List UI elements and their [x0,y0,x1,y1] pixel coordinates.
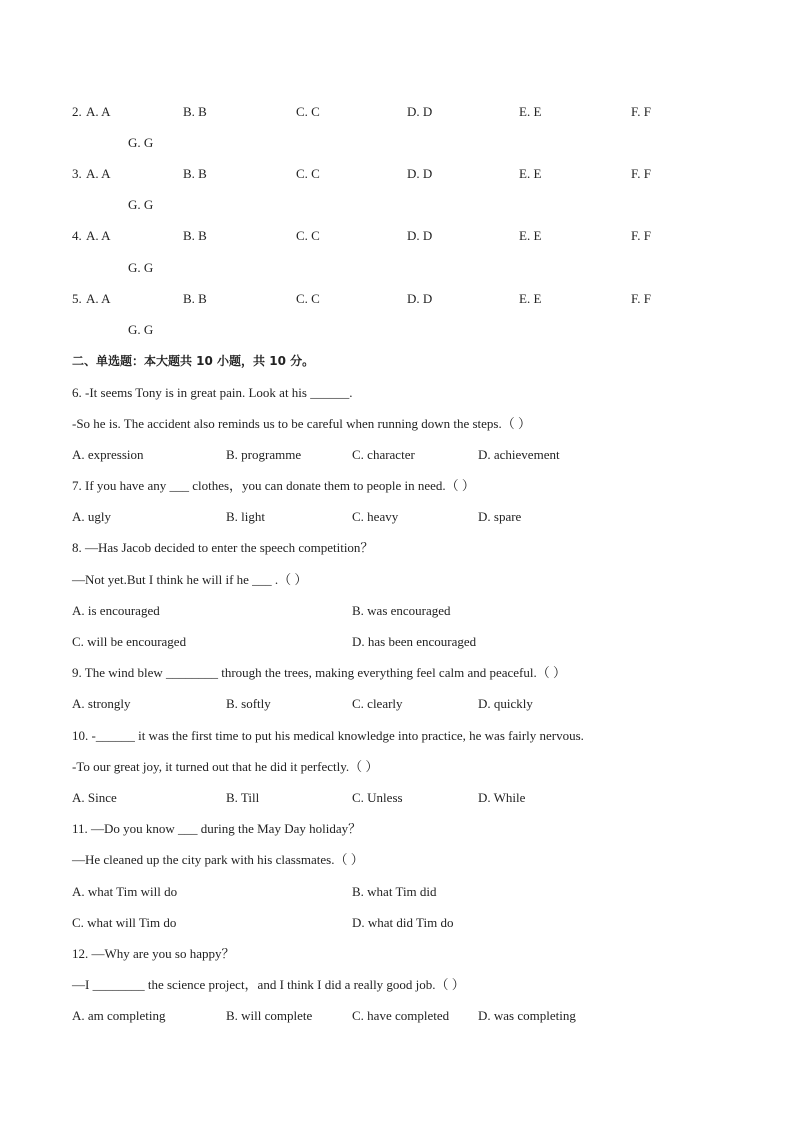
option-b: B. programme [226,447,302,462]
option-e: E. E [519,104,542,119]
option-a: A. am completing [72,1008,166,1023]
section-heading: 二、单选题：本大题共 10 小题，共 10 分。 [72,354,315,368]
question-text: -So he is. The accident also reminds us to be careful when running down the steps.（ ） [72,416,531,431]
question-text: —Not yet.But I think he will if he ___ .（ ） [72,572,308,587]
option-g: G. G [128,135,154,150]
option-d: D. achievement [478,447,560,462]
option-f: F. F [631,166,651,181]
option-b: B. light [226,509,266,524]
option-a: A. is encouraged [72,603,160,618]
question-text: 12. —Why are you so happy？ [72,946,235,961]
option-e: E. E [519,228,542,243]
option-c: C. heavy [352,509,399,524]
option-c: C. C [296,291,320,306]
option-g: G. G [128,322,154,337]
option-b: B. B [183,228,207,243]
option-c: C. C [296,166,320,181]
option-d: D. D [407,228,433,243]
option-b: B. what Tim did [352,884,437,899]
option-a: A. Since [72,790,117,805]
option-g: G. G [128,197,154,212]
option-c: C. character [352,447,415,462]
option-c: C. what will Tim do [72,915,177,930]
option-a: A. A [86,228,111,243]
option-c: C. C [296,104,320,119]
option-d: D. D [407,104,433,119]
option-b: B. Till [226,790,260,805]
option-g: G. G [128,260,154,275]
option-f: F. F [631,291,651,306]
option-d: D. D [407,291,433,306]
option-b: B. B [183,291,207,306]
option-a: A. A [86,104,111,119]
option-d: D. was completing [478,1008,576,1023]
option-c: C. have completed [352,1008,450,1023]
option-d: D. quickly [478,696,533,711]
option-e: E. E [519,291,542,306]
option-d: D. has been encouraged [352,634,477,649]
question-text: 11. —Do you know ___ during the May Day holiday？ [72,821,362,836]
question-number: 3. [72,166,82,181]
option-b: B. B [183,166,207,181]
option-a: A. A [86,291,111,306]
option-c: C. will be encouraged [72,634,187,649]
option-d: D. D [407,166,433,181]
question-number: 2. [72,104,82,119]
question-text: —He cleaned up the city park with his classmates.（ ） [72,852,364,867]
option-d: D. what did Tim do [352,915,454,930]
option-a: A. expression [72,447,144,462]
question-text: —I ________ the science project，and I think I did a really good job.（ ） [72,977,465,992]
question-number: 4. [72,228,82,243]
option-d: D. spare [478,509,522,524]
option-c: C. Unless [352,790,403,805]
option-b: B. softly [226,696,271,711]
option-a: A. what Tim will do [72,884,178,899]
option-a: A. strongly [72,696,131,711]
question-text: 8. —Has Jacob decided to enter the speech competition？ [72,540,374,555]
question-text: 9. The wind blew ________ through the trees, making everything feel calm and peaceful.（ ） [72,665,566,680]
question-number: 5. [72,291,82,306]
question-text: 6. -It seems Tony is in great pain. Look at his ______. [72,385,353,400]
option-b: B. will complete [226,1008,313,1023]
option-a: A. ugly [72,509,111,524]
option-c: C. C [296,228,320,243]
option-a: A. A [86,166,111,181]
question-text: 7. If you have any ___ clothes，you can donate them to people in need.（ ） [72,478,475,493]
option-c: C. clearly [352,696,403,711]
option-f: F. F [631,228,651,243]
option-e: E. E [519,166,542,181]
question-text: 10. -______ it was the first time to put his medical knowledge into practice, he was fairly nervous. [72,728,584,743]
option-b: B. was encouraged [352,603,451,618]
option-d: D. While [478,790,526,805]
question-text: -To our great joy, it turned out that he did it perfectly.（ ） [72,759,379,774]
option-b: B. B [183,104,207,119]
option-f: F. F [631,104,651,119]
